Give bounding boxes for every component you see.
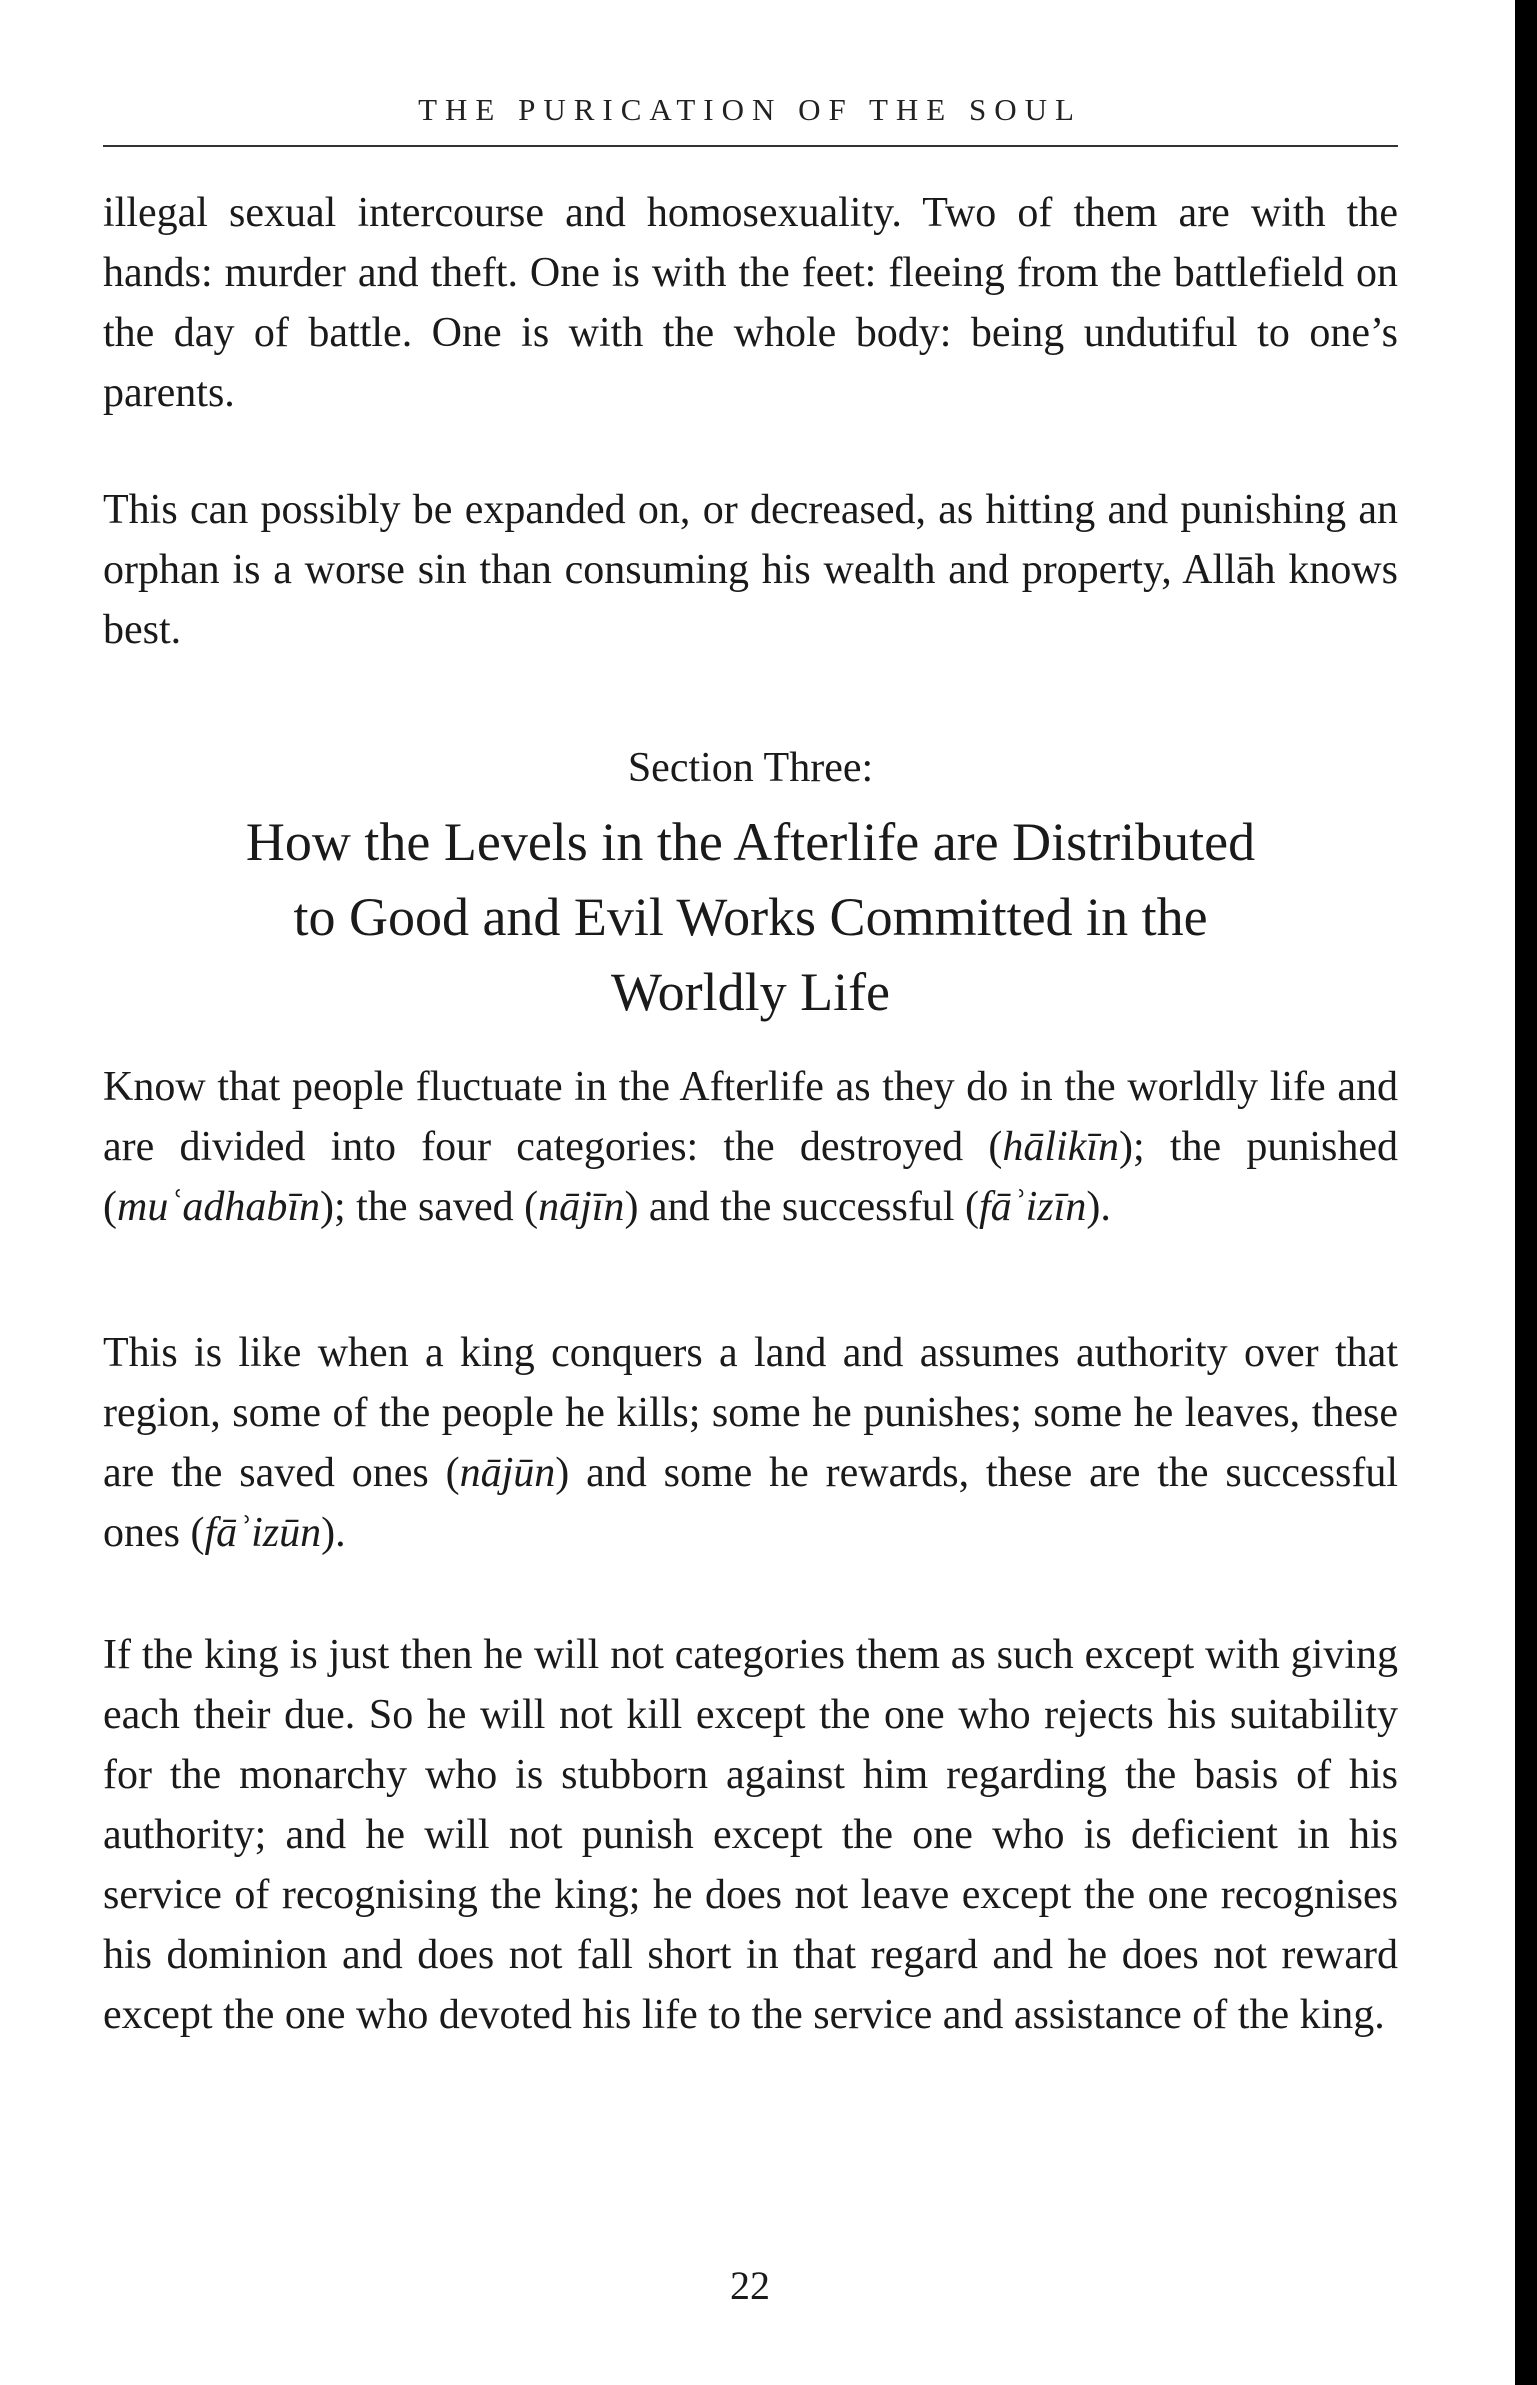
term-faizin: fāʾizīn: [978, 1184, 1087, 1230]
term-najun: nājūn: [459, 1450, 556, 1496]
paragraph-3-text: ); the saved (: [320, 1184, 539, 1230]
page-number: 22: [730, 2263, 770, 2308]
page-edge-border: [1515, 0, 1537, 2385]
term-muadhabin: muʿadhabīn: [117, 1184, 320, 1230]
section-title: [103, 805, 1398, 1030]
term-faizun: fāʾizūn: [204, 1510, 322, 1556]
term-halikin: hālikīn: [1002, 1124, 1120, 1170]
term-najin: nājīn: [538, 1184, 625, 1230]
paragraph-4-text: This is like when a king conquers a land and assumes authority over that region, some of the people he kills; some he punishes; some he leaves, these are the saved ones (: [103, 1330, 1398, 1496]
paragraph-3: [103, 1057, 1398, 1237]
paragraph-3-text: Know that people fluctuate in the Afterlife as they do in the worldly life and are divided into four categories: the destroyed (: [103, 1064, 1398, 1170]
paragraph-5: If the king is just then he will not categories them as such except with giving each their due. So he will not kill except the one who rejects his suitability for the monarchy who is stubborn against him regarding the basis of his authority; and he will not punish except the one who is deficient in his service of recognising the king; he does not leave except the one recognises his dominion and does not fall short in that regard and he does not reward except the one who devoted his life to the service and assistance of the king.: [103, 1632, 1398, 2038]
paragraph-3-text: ); the punished (: [103, 1124, 1399, 1230]
section-title-line-3: Worldly Life: [610, 962, 891, 1022]
paragraph-4: [103, 1323, 1398, 1563]
paragraph-4-text: ) and some he rewards, these are the successful ones (: [103, 1450, 1398, 1556]
paragraph-4-text: ).: [321, 1510, 346, 1556]
section-title-line-2: to Good and Evil Works Committed in the: [293, 887, 1208, 947]
section-label: Section Three:: [627, 745, 874, 791]
paragraph-3-text: ).: [1086, 1184, 1111, 1230]
running-head: THE PURICATION OF THE SOUL: [418, 92, 1082, 127]
paragraph-3-text: ) and the successful (: [624, 1184, 979, 1230]
paragraph-2: This can possibly be expanded on, or decreased, as hitting and punishing an orphan is a worse sin than consuming his wealth and property, Allāh knows best.: [103, 487, 1398, 653]
section-title-line-1: How the Levels in the Afterlife are Distributed: [245, 812, 1256, 872]
header-rule: [103, 145, 1398, 147]
paragraph-1: illegal sexual intercourse and homosexuality. Two of them are with the hands: murder and theft. One is with the feet: fleeing from the battlefield on the day of battle. One is with the whole body: being undutiful to one’s parents.: [103, 190, 1398, 416]
